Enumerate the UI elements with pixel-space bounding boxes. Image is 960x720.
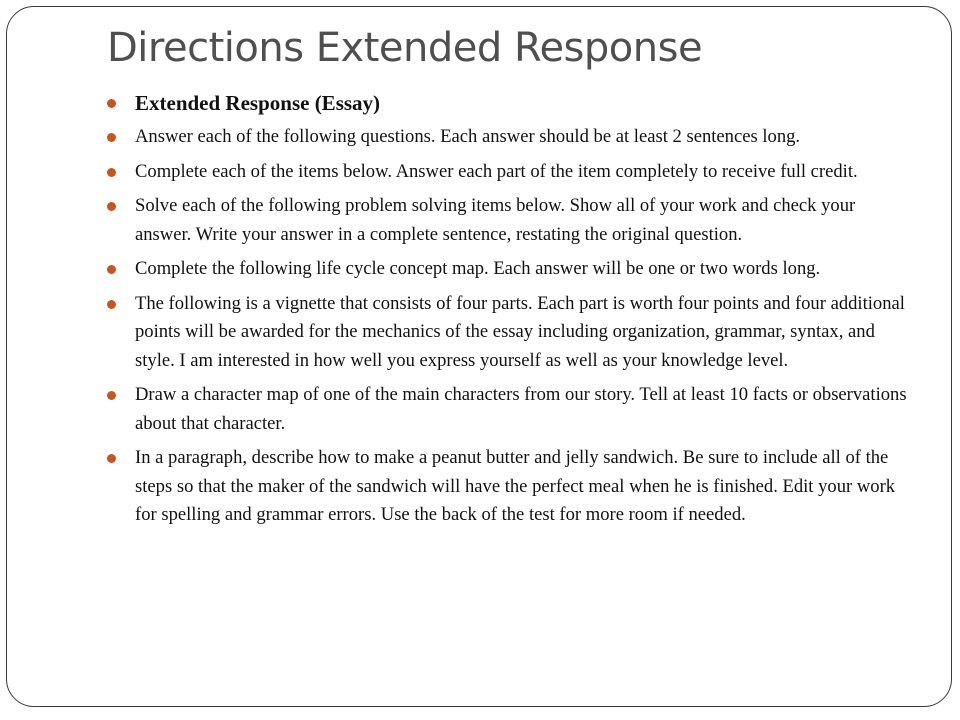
bullet-dot-icon — [107, 391, 116, 400]
bullet-text: Solve each of the following problem solving items below. Show all of your work and check your answer. Write your answer in a complete sentence, restating the original question. — [135, 195, 856, 245]
bullet-dot-icon — [107, 300, 116, 309]
bullet-item — [104, 255, 912, 284]
bullet-text: Complete the following life cycle concept map. Each answer will be one or two words long. — [135, 258, 821, 279]
bullet-dot-icon — [107, 454, 116, 463]
bullet-text: In a paragraph, describe how to make a peanut butter and jelly sandwich. Be sure to include all of the steps so that the maker of the sandwich will have the perfect meal when he is finished. Edit your work for spelling and grammar errors. Use the back of the test for more room if needed. — [135, 447, 896, 525]
bullet-item — [104, 158, 912, 187]
bullet-list — [104, 88, 912, 536]
bullet-item-heading — [104, 88, 912, 118]
bullet-item — [104, 192, 912, 249]
bullet-dot-icon — [107, 265, 116, 274]
bullet-text: Complete each of the items below. Answer each part of the item completely to receive full credit. — [135, 160, 858, 182]
bullet-text: Extended Response (Essay) — [135, 91, 381, 115]
bullet-item — [104, 444, 912, 530]
bullet-dot-icon — [107, 202, 116, 211]
bullet-text: Draw a character map of one of the main characters from our story. Tell at least 10 facts or observations about that character. — [135, 384, 907, 434]
bullet-item — [104, 123, 912, 152]
bullet-item — [104, 381, 912, 438]
bullet-dot-icon — [107, 168, 116, 177]
bullet-dot-icon — [107, 133, 116, 142]
bullet-text: The following is a vignette that consists of four parts. Each part is worth four points and four additional points will be awarded for the mechanics of the essay including organization, grammar, syntax, and style. I am interested in how well you express yourself as well as your knowledge level. — [135, 292, 905, 371]
slide-title: Directions Extended Response — [107, 25, 703, 71]
bullet-item — [104, 290, 912, 376]
bullet-dot-icon — [107, 99, 116, 108]
bullet-text: Answer each of the following questions. Each answer should be at least 2 sentences long. — [135, 126, 801, 147]
